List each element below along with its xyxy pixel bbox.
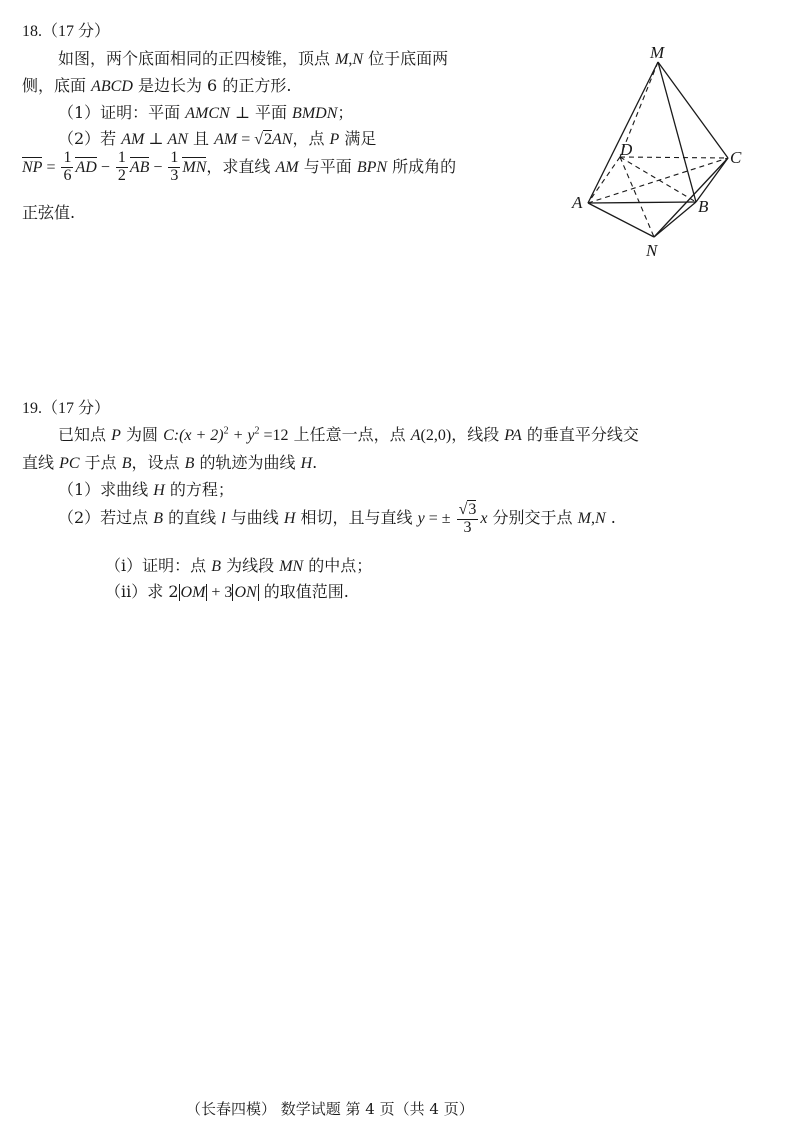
q18-score: （17 分） <box>42 23 111 40</box>
q18-part1 <box>58 100 353 123</box>
q18-text: 侧，底面 <box>22 76 92 95</box>
fraction-1-6 <box>61 150 73 185</box>
q19-var: l <box>221 509 226 527</box>
q19-math: :(x + 2) <box>173 427 224 444</box>
q19-text: 的轨迹为曲线 <box>194 453 301 472</box>
q18-var: BMDN <box>292 105 338 122</box>
abs-om: OM <box>180 584 206 601</box>
sqrt-symbol: √ <box>458 501 468 518</box>
label-a: A <box>572 193 583 212</box>
vector-np: NP <box>22 158 43 176</box>
q19-part2 <box>58 500 616 537</box>
frac-num: 1 <box>170 149 179 166</box>
q19-part2-ii <box>105 579 349 602</box>
q18-intro-line2 <box>22 73 291 96</box>
q18-header <box>22 18 110 41</box>
edge-dn <box>620 157 654 237</box>
q19-var: x <box>480 509 488 527</box>
q19-text: 的垂直平分线交 <box>521 425 639 444</box>
abs-on: ON <box>234 584 257 601</box>
page-footer <box>186 1098 474 1119</box>
q19-var: B <box>184 455 195 472</box>
frac-den: 3 <box>463 518 472 536</box>
q18-text: = <box>237 131 255 148</box>
footer-text: （长春四模） 数学试题 第 4 页（共 4 页） <box>186 1100 474 1118</box>
q18-var: AN <box>272 131 293 148</box>
q18-var: AM <box>275 158 299 176</box>
q19-var: y <box>417 509 425 527</box>
q18-var: AN <box>167 131 188 148</box>
q18-sqrt-value: 2 <box>264 131 272 148</box>
edge-ab <box>588 202 696 203</box>
q18-text: , <box>348 51 353 68</box>
q19-var: N <box>594 509 606 527</box>
fraction-1-3 <box>168 150 180 185</box>
q19-var: B <box>121 455 132 472</box>
q19-var: P <box>111 427 121 444</box>
q18-text: 满足 <box>339 129 377 148</box>
q19-text: 的直线 <box>163 507 222 527</box>
q19-text: 为圆 <box>120 425 164 444</box>
q19-text: 直线 <box>22 453 60 472</box>
q18-var: AM <box>121 131 145 148</box>
q18-var-n: N <box>352 51 364 68</box>
q19-var: PA <box>504 427 522 444</box>
q18-text: − <box>96 158 114 176</box>
q19-text: 相切，且与直线 <box>295 507 418 527</box>
q19-exp: 2 <box>223 425 229 437</box>
q19-number: 19. <box>22 400 42 417</box>
q19-var: PC <box>59 455 80 472</box>
q18-text: 所成角的 <box>387 156 457 176</box>
q19-math: + y <box>228 427 255 444</box>
label-d: D <box>620 140 633 159</box>
q18-var: P <box>329 131 340 148</box>
q18-text: 与平面 <box>298 156 357 176</box>
edge-na <box>588 203 654 237</box>
label-c: C <box>730 148 742 167</box>
q19-var: A <box>410 427 421 444</box>
q18-var-m: M <box>335 51 349 68</box>
q18-var: AMCN <box>185 105 230 122</box>
q19-text: 的中点； <box>303 556 373 575</box>
q19-text: （2）若过点 <box>58 507 154 527</box>
frac-num: 1 <box>63 149 72 166</box>
q18-text: 位于底面两 <box>363 49 449 68</box>
q19-text: 于点 <box>79 453 122 472</box>
q19-text: （ii）求 2 <box>105 582 179 601</box>
q19-line1 <box>58 422 639 445</box>
q19-math: + 3 <box>207 584 233 601</box>
q18-var-abcd: ABCD <box>91 78 133 95</box>
q18-number: 18. <box>22 23 42 40</box>
q18-text: − <box>149 158 167 176</box>
frac-den: 6 <box>63 166 72 184</box>
diag-db <box>620 157 696 202</box>
edge-mb <box>658 62 696 202</box>
q18-text: ，点 <box>292 129 330 148</box>
vector-ab: AB <box>129 158 150 176</box>
q18-text: ； <box>337 103 354 122</box>
q19-text: ，设点 <box>131 453 185 472</box>
q19-text: 的方程； <box>164 480 234 499</box>
frac-num: 1 <box>117 149 126 166</box>
q19-var: MN <box>279 558 304 575</box>
label-n: N <box>646 241 658 260</box>
sqrt-symbol: √ <box>254 131 263 148</box>
sqrt-value: 3 <box>468 501 477 518</box>
q19-var: H <box>300 455 313 472</box>
fraction-sqrt3-3 <box>457 500 479 537</box>
q19-math: , <box>590 509 595 527</box>
q19-text: （1）求曲线 <box>58 480 154 499</box>
q19-math: (2,0) <box>420 427 452 444</box>
q18-text: = <box>42 158 60 176</box>
q19-line2 <box>22 450 317 473</box>
q19-text: 上任意一点，点 <box>288 425 411 444</box>
edge-mc <box>658 62 728 158</box>
vector-ad: AD <box>75 158 97 176</box>
label-b: B <box>698 197 709 216</box>
q19-header <box>22 395 110 418</box>
q19-text: 为线段 <box>221 556 280 575</box>
q19-text: 已知点 <box>58 425 112 444</box>
q19-var: B <box>153 509 164 527</box>
q18-text: （1）证明：平面 <box>58 103 186 122</box>
q18-text: 如图，两个底面相同的正四棱锥，顶点 <box>58 49 336 68</box>
q19-text: 分别交于点 <box>487 507 578 527</box>
frac-den: 2 <box>117 166 126 184</box>
q19-exp: 2 <box>254 425 260 437</box>
q19-var: C <box>163 427 174 444</box>
q18-var: AM <box>214 131 238 148</box>
q19-var: H <box>283 509 296 527</box>
q18-text: ，求直线 <box>206 156 276 176</box>
q18-vector-equation <box>22 150 456 185</box>
q19-var: M <box>577 509 591 527</box>
q19-text: （i）证明：点 <box>105 556 212 575</box>
edge-nb <box>654 202 696 237</box>
q18-text: ⊥ <box>144 131 168 148</box>
pyramid-figure <box>560 40 770 265</box>
q18-intro-line1 <box>58 46 448 69</box>
q19-var: H <box>153 482 165 499</box>
edge-da <box>588 157 620 203</box>
q19-text: . <box>605 507 616 527</box>
q18-last-line <box>22 200 75 223</box>
q19-text: . <box>312 453 318 472</box>
label-m: M <box>650 43 665 62</box>
edge-dc <box>620 157 728 158</box>
edge-bc <box>696 158 728 202</box>
q19-part1 <box>58 477 234 500</box>
q18-text: 且 <box>187 129 215 148</box>
q19-text: 与曲线 <box>225 507 284 527</box>
q19-part2-i <box>105 553 372 576</box>
q18-part2 <box>58 126 376 149</box>
q19-text: 的取值范围. <box>258 582 349 601</box>
frac-num <box>457 500 479 520</box>
q18-text: （2）若 <box>58 129 122 148</box>
q18-text: 是边长为 6 的正方形. <box>132 76 292 95</box>
fraction-1-2 <box>116 150 128 185</box>
edge-ma <box>588 62 658 203</box>
q18-text: 正弦值. <box>22 203 76 222</box>
vector-mn: MN <box>182 158 207 176</box>
q19-var: B <box>211 558 221 575</box>
q19-math: =12 <box>259 427 289 444</box>
q19-score: （17 分） <box>42 400 111 417</box>
q19-text: ，线段 <box>451 425 505 444</box>
q18-text: ⊥ 平面 <box>229 103 293 122</box>
frac-den: 3 <box>170 166 179 184</box>
q18-var: BPN <box>356 158 388 176</box>
q19-math: = ± <box>424 509 455 527</box>
